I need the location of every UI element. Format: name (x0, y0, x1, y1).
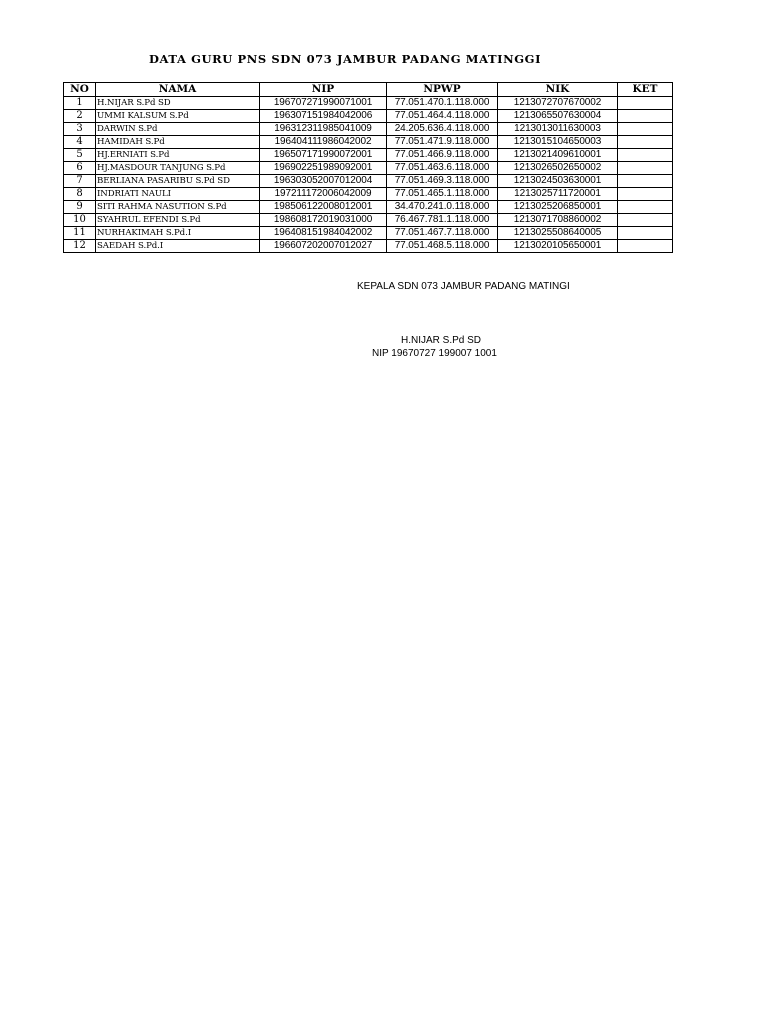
table-row (64, 188, 673, 201)
cell-nip: 198506122008012001 (260, 201, 387, 214)
cell-nip: 196507171990072001 (260, 149, 387, 162)
cell-nip: 196307151984042006 (260, 110, 387, 123)
cell-nip: 197211172006042009 (260, 188, 387, 201)
cell-nik: 1213015104650003 (498, 136, 618, 149)
table-header-row (64, 83, 673, 97)
cell-nip: 196303052007012004 (260, 175, 387, 188)
cell-ket (618, 123, 673, 136)
cell-nik: 1213013011630003 (498, 123, 618, 136)
cell-nik: 1213025508640005 (498, 227, 618, 240)
table-row (64, 110, 673, 123)
cell-nip: 198608172019031000 (260, 214, 387, 227)
cell-ket (618, 175, 673, 188)
cell-no: 4 (64, 136, 96, 149)
table-row (64, 201, 673, 214)
cell-npwp: 77.051.465.1.118.000 (387, 188, 498, 201)
cell-npwp: 77.051.467.7.118.000 (387, 227, 498, 240)
cell-nama: HJ.MASDOUR TANJUNG S.Pd (96, 162, 260, 175)
cell-nip: 196312311985041009 (260, 123, 387, 136)
table-row (64, 149, 673, 162)
cell-nip: 196408151984042002 (260, 227, 387, 240)
cell-nama: HJ.ERNIATI S.Pd (96, 149, 260, 162)
cell-nama: UMMI KALSUM S.Pd (96, 110, 260, 123)
cell-nik: 1213072707670002 (498, 97, 618, 110)
cell-no: 10 (64, 214, 96, 227)
cell-npwp: 77.051.468.5.118.000 (387, 240, 498, 253)
cell-nik: 1213020105650001 (498, 240, 618, 253)
cell-nip: 196607202007012027 (260, 240, 387, 253)
teacher-table (63, 82, 673, 253)
cell-nip: 196404111986042002 (260, 136, 387, 149)
signature-name: H.NIJAR S.Pd SD (401, 335, 482, 346)
cell-nama: H.NIJAR S.Pd SD (96, 97, 260, 110)
signature-nip: NIP 19670727 199007 1001 (372, 348, 497, 359)
cell-nik: 1213024503630001 (498, 175, 618, 188)
header-ket: KET (618, 83, 673, 97)
cell-ket (618, 240, 673, 253)
cell-ket (618, 227, 673, 240)
cell-npwp: 77.051.470.1.118.000 (387, 97, 498, 110)
header-npwp: NPWP (387, 83, 498, 97)
cell-npwp: 76.467.781.1.118.000 (387, 214, 498, 227)
cell-nama: BERLIANA PASARIBU S.Pd SD (96, 175, 260, 188)
cell-npwp: 77.051.471.9.118.000 (387, 136, 498, 149)
cell-no: 12 (64, 240, 96, 253)
cell-nip: 196707271990071001 (260, 97, 387, 110)
cell-nik: 1213025711720001 (498, 188, 618, 201)
cell-npwp: 34.470.241.0.118.000 (387, 201, 498, 214)
header-nik: NIK (498, 83, 618, 97)
cell-nama: SAEDAH S.Pd.I (96, 240, 260, 253)
table-row (64, 97, 673, 110)
cell-nik: 1213026502650002 (498, 162, 618, 175)
cell-ket (618, 188, 673, 201)
cell-no: 8 (64, 188, 96, 201)
table-row (64, 214, 673, 227)
table-row (64, 123, 673, 136)
cell-nama: HAMIDAH S.Pd (96, 136, 260, 149)
cell-no: 9 (64, 201, 96, 214)
table-row (64, 162, 673, 175)
cell-no: 2 (64, 110, 96, 123)
cell-nik: 1213065507630004 (498, 110, 618, 123)
cell-nama: SITI RAHMA NASUTION S.Pd (96, 201, 260, 214)
table-row (64, 227, 673, 240)
signature-position: KEPALA SDN 073 JAMBUR PADANG MATINGI (357, 281, 570, 292)
cell-nama: DARWIN S.Pd (96, 123, 260, 136)
cell-ket (618, 110, 673, 123)
cell-nik: 1213025206850001 (498, 201, 618, 214)
header-nama: NAMA (96, 83, 260, 97)
cell-nama: SYAHRUL EFENDI S.Pd (96, 214, 260, 227)
cell-ket (618, 214, 673, 227)
table-row (64, 240, 673, 253)
cell-ket (618, 201, 673, 214)
cell-npwp: 77.051.464.4.118.000 (387, 110, 498, 123)
cell-no: 1 (64, 97, 96, 110)
cell-npwp: 77.051.466.9.118.000 (387, 149, 498, 162)
header-no: NO (64, 83, 96, 97)
cell-ket (618, 149, 673, 162)
cell-npwp: 77.051.463.6.118.000 (387, 162, 498, 175)
cell-nama: INDRIATI NAULI (96, 188, 260, 201)
document-title: DATA GURU PNS SDN 073 JAMBUR PADANG MATINGGI (148, 52, 542, 66)
cell-nik: 1213021409610001 (498, 149, 618, 162)
cell-ket (618, 136, 673, 149)
table-row (64, 175, 673, 188)
cell-npwp: 77.051.469.3.118.000 (387, 175, 498, 188)
cell-no: 5 (64, 149, 96, 162)
cell-npwp: 24.205.636.4.118.000 (387, 123, 498, 136)
table-row (64, 136, 673, 149)
cell-nik: 1213071708860002 (498, 214, 618, 227)
cell-no: 6 (64, 162, 96, 175)
table-body (64, 97, 673, 253)
header-nip: NIP (260, 83, 387, 97)
cell-nama: NURHAKIMAH S.Pd.I (96, 227, 260, 240)
cell-ket (618, 162, 673, 175)
cell-nip: 196902251989092001 (260, 162, 387, 175)
cell-no: 11 (64, 227, 96, 240)
cell-no: 7 (64, 175, 96, 188)
cell-no: 3 (64, 123, 96, 136)
cell-ket (618, 97, 673, 110)
